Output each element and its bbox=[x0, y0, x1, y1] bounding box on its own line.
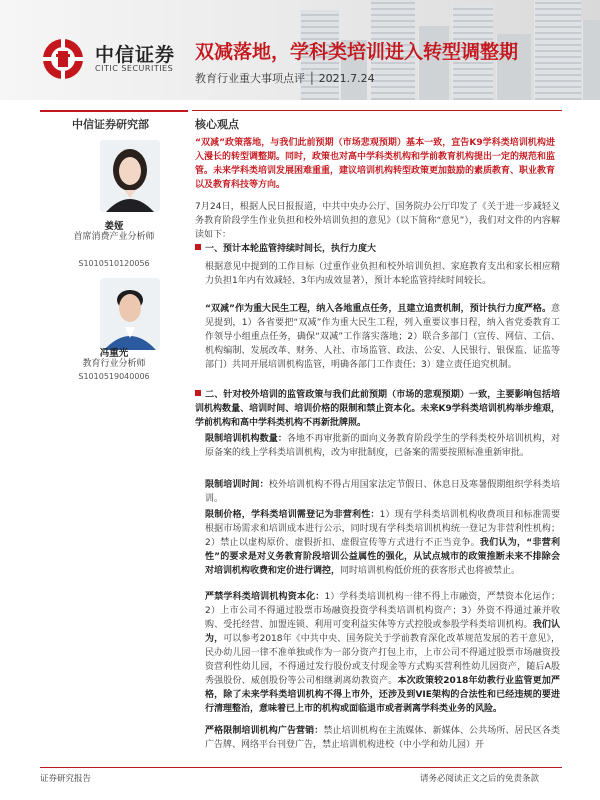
paragraph-text: 意见提到，1）各省要把“双减”作为重大民生工程，列入重要议事日程，纳入省党委教育工作领导小组重点任务，确保“双减”工作落实落地；2）联合多部门（宣传、网信、工信、机构编制、发展改革、财务、人社、市场监管、政法、公安、人民银行、银保监、证监等部门）共同开展培训机构监管，明确各部门工作责任；3）建立责任追究机制。 bbox=[205, 304, 560, 370]
research-dept-label: 中信证券研究部 bbox=[72, 118, 149, 131]
paragraph-lead: 限制培训机构数量： bbox=[205, 434, 287, 444]
paragraph-text: 同时培训机构低价班的获客形式也将被禁止。 bbox=[340, 566, 521, 576]
paragraph bbox=[205, 724, 560, 754]
report-subtitle: 教育行业重大事项点评 │ 2021.7.24 bbox=[195, 72, 375, 85]
paragraph-emphasis: 我们认为， bbox=[205, 620, 560, 644]
heading-text: 一、预计本轮监管持续时间长，执行力度大 bbox=[205, 244, 377, 254]
paragraph-emphasis: 我们认为，“非营利性”的要求是对义务教育阶段培训公益属性的强化，从试点城市的政策推断未来不排除会对培训机构收费和定价进行调控， bbox=[205, 538, 560, 576]
paragraph-lead: “双减”作为重大民生工程，纳入各地重点任务，且建立追责机制，预计执行力度严格。 bbox=[205, 304, 551, 314]
building-graphic bbox=[534, 0, 581, 100]
analyst-photo bbox=[100, 278, 160, 350]
avatar bbox=[100, 140, 160, 212]
paragraph-lead: 限制培训时间： bbox=[205, 480, 269, 490]
analyst-name: 姜娅 bbox=[104, 221, 124, 232]
paragraph-text: 可以参考2018年《中共中央、国务院关于学前教育深化改革规范发展的若干意见》，民办幼儿园一律不准单独或作为一部分资产打包上市，上市公司不得通过股票市场融资投资营利性幼儿园，不得通过发行股份或支付现金等方式购买营利性幼儿园资产，随后A股秀强股份、威创股份等公司相继剥离幼教资产。 bbox=[205, 634, 560, 686]
analyst-photo bbox=[100, 140, 160, 212]
paragraph-text: 1）学科类培训机构一律不得上市融资，严禁资本化运作；2）上市公司不得通过股票市场融资投资学科类培训机构资产；3）外资不得通过兼并收购、受托经营、加盟连锁、利用可变利益实体等方式控股或参股学科类培训机构。 bbox=[205, 592, 560, 630]
paragraph-text: 各地不再审批新的面向义务教育阶段学生的学科类校外培训机构，对原备案的线上学科类培训机构，改为审批制度，已备案的需要按照标准重新审批。 bbox=[205, 434, 560, 458]
core-view-summary: “双减”政策落地，与我们此前预期（市场悲观预期）基本一致，宣告K9学科类培训机构进入漫长的转型调整期。同时，政策也对高中学科类机构和学前教育机构提出一定的规范和监管。未来学科类培训发展困难重重，建议培训机构转型政策更加鼓励的素质教育、职业教育以及教育科技等方向。 bbox=[195, 138, 556, 190]
disclaimer-note: 请务必阅读正文之后的免责条款 bbox=[420, 774, 540, 784]
section-rule-left bbox=[40, 110, 188, 112]
core-view-label: 核心观点 bbox=[195, 118, 239, 131]
avatar bbox=[100, 278, 160, 350]
section-heading-2 bbox=[195, 388, 560, 430]
paragraph-emphasis: 本次政策较2018年幼教行业监管更加严格，除了未来学科类培训机构不得上市外，还涉及到VIE架构的合法性和已经违规的要进行清理整治，意味着已上市的机构或面临退市或者剥离学科类业务的风险。 bbox=[205, 676, 560, 714]
paragraph bbox=[205, 590, 560, 716]
paragraph-text: 校外培训机构不得占用国家法定节假日、休息日及寒暑假期组织学科类培训。 bbox=[205, 480, 560, 504]
section-rule-right bbox=[192, 110, 562, 111]
analyst-role: 教育行业分析师 bbox=[82, 359, 146, 369]
footer-label: 证券研究报告 bbox=[40, 774, 92, 784]
paragraph: 根据意见中提到的工作目标（过重作业负担和校外培训负担、家庭教育支出和家长相应精力负担1年内有效减轻、3年内成效显著），预计本轮监管持续时间较长。 bbox=[205, 262, 560, 286]
paragraph-lead: 限制价格，学科类培训需登记为非营利性： bbox=[205, 510, 380, 520]
paragraph-text: 禁止培训机构在主流媒体、新媒体、公共场所、居民区各类广告牌、网络平台刊登广告，禁止培训机构进校（中小学和幼儿园）开 bbox=[205, 726, 560, 750]
paragraph bbox=[205, 478, 560, 506]
paragraph bbox=[205, 302, 560, 372]
footer-rule bbox=[40, 767, 562, 768]
heading-text: 二、针对校外培训的监管政策与我们此前预期（市场的悲观预期）一致，主要影响包括培训机构数量、培训时间、培训价格的限制和禁止资本化。未来K9学科类培训机构举步维艰，学前机构和高中学科类机构不再新批牌照。 bbox=[195, 390, 560, 428]
paragraph bbox=[205, 432, 560, 460]
analyst-id: S1010519040006 bbox=[78, 372, 150, 381]
paragraph-lead: 严禁学科类培训机构资本化： bbox=[205, 592, 325, 602]
citic-logo-icon bbox=[40, 36, 90, 82]
building-graphic bbox=[582, 20, 600, 100]
report-title: 双减落地，学科类培训进入转型调整期 bbox=[195, 41, 519, 63]
analyst-role: 首席消费产业分析师 bbox=[73, 232, 155, 242]
analyst-name: 冯重光 bbox=[99, 348, 129, 359]
paragraph-lead: 严格限制培训机构广告营销： bbox=[205, 726, 324, 736]
heading-marker-icon bbox=[195, 244, 201, 250]
brand-name-cn: 中信证券 bbox=[95, 44, 176, 66]
intro-paragraph: 7月24日，根据人民日报报道，中共中央办公厅、国务院办公厅印发了《关于进一步减轻义务教育阶段学生作业负担和校外培训负担的意见》（以下简称“意见”），我们对文件的内容解读如下： bbox=[195, 202, 560, 240]
brand-name-en: CITIC SECURITIES bbox=[95, 64, 174, 73]
analyst-id: S1010510120056 bbox=[78, 259, 150, 268]
section-heading-1 bbox=[195, 242, 560, 256]
heading-marker-icon bbox=[195, 390, 201, 396]
paragraph-text: 1）现有学科类培训机构收费项目和标准需要根据市场需求和培训成本进行公示，同时现有学科类培训机构统一登记为非营利性机构；2）禁止以虚构原价、虚假折扣、虚假宣传等方式进行不正当竞争。 bbox=[205, 510, 560, 548]
paragraph bbox=[205, 508, 560, 578]
